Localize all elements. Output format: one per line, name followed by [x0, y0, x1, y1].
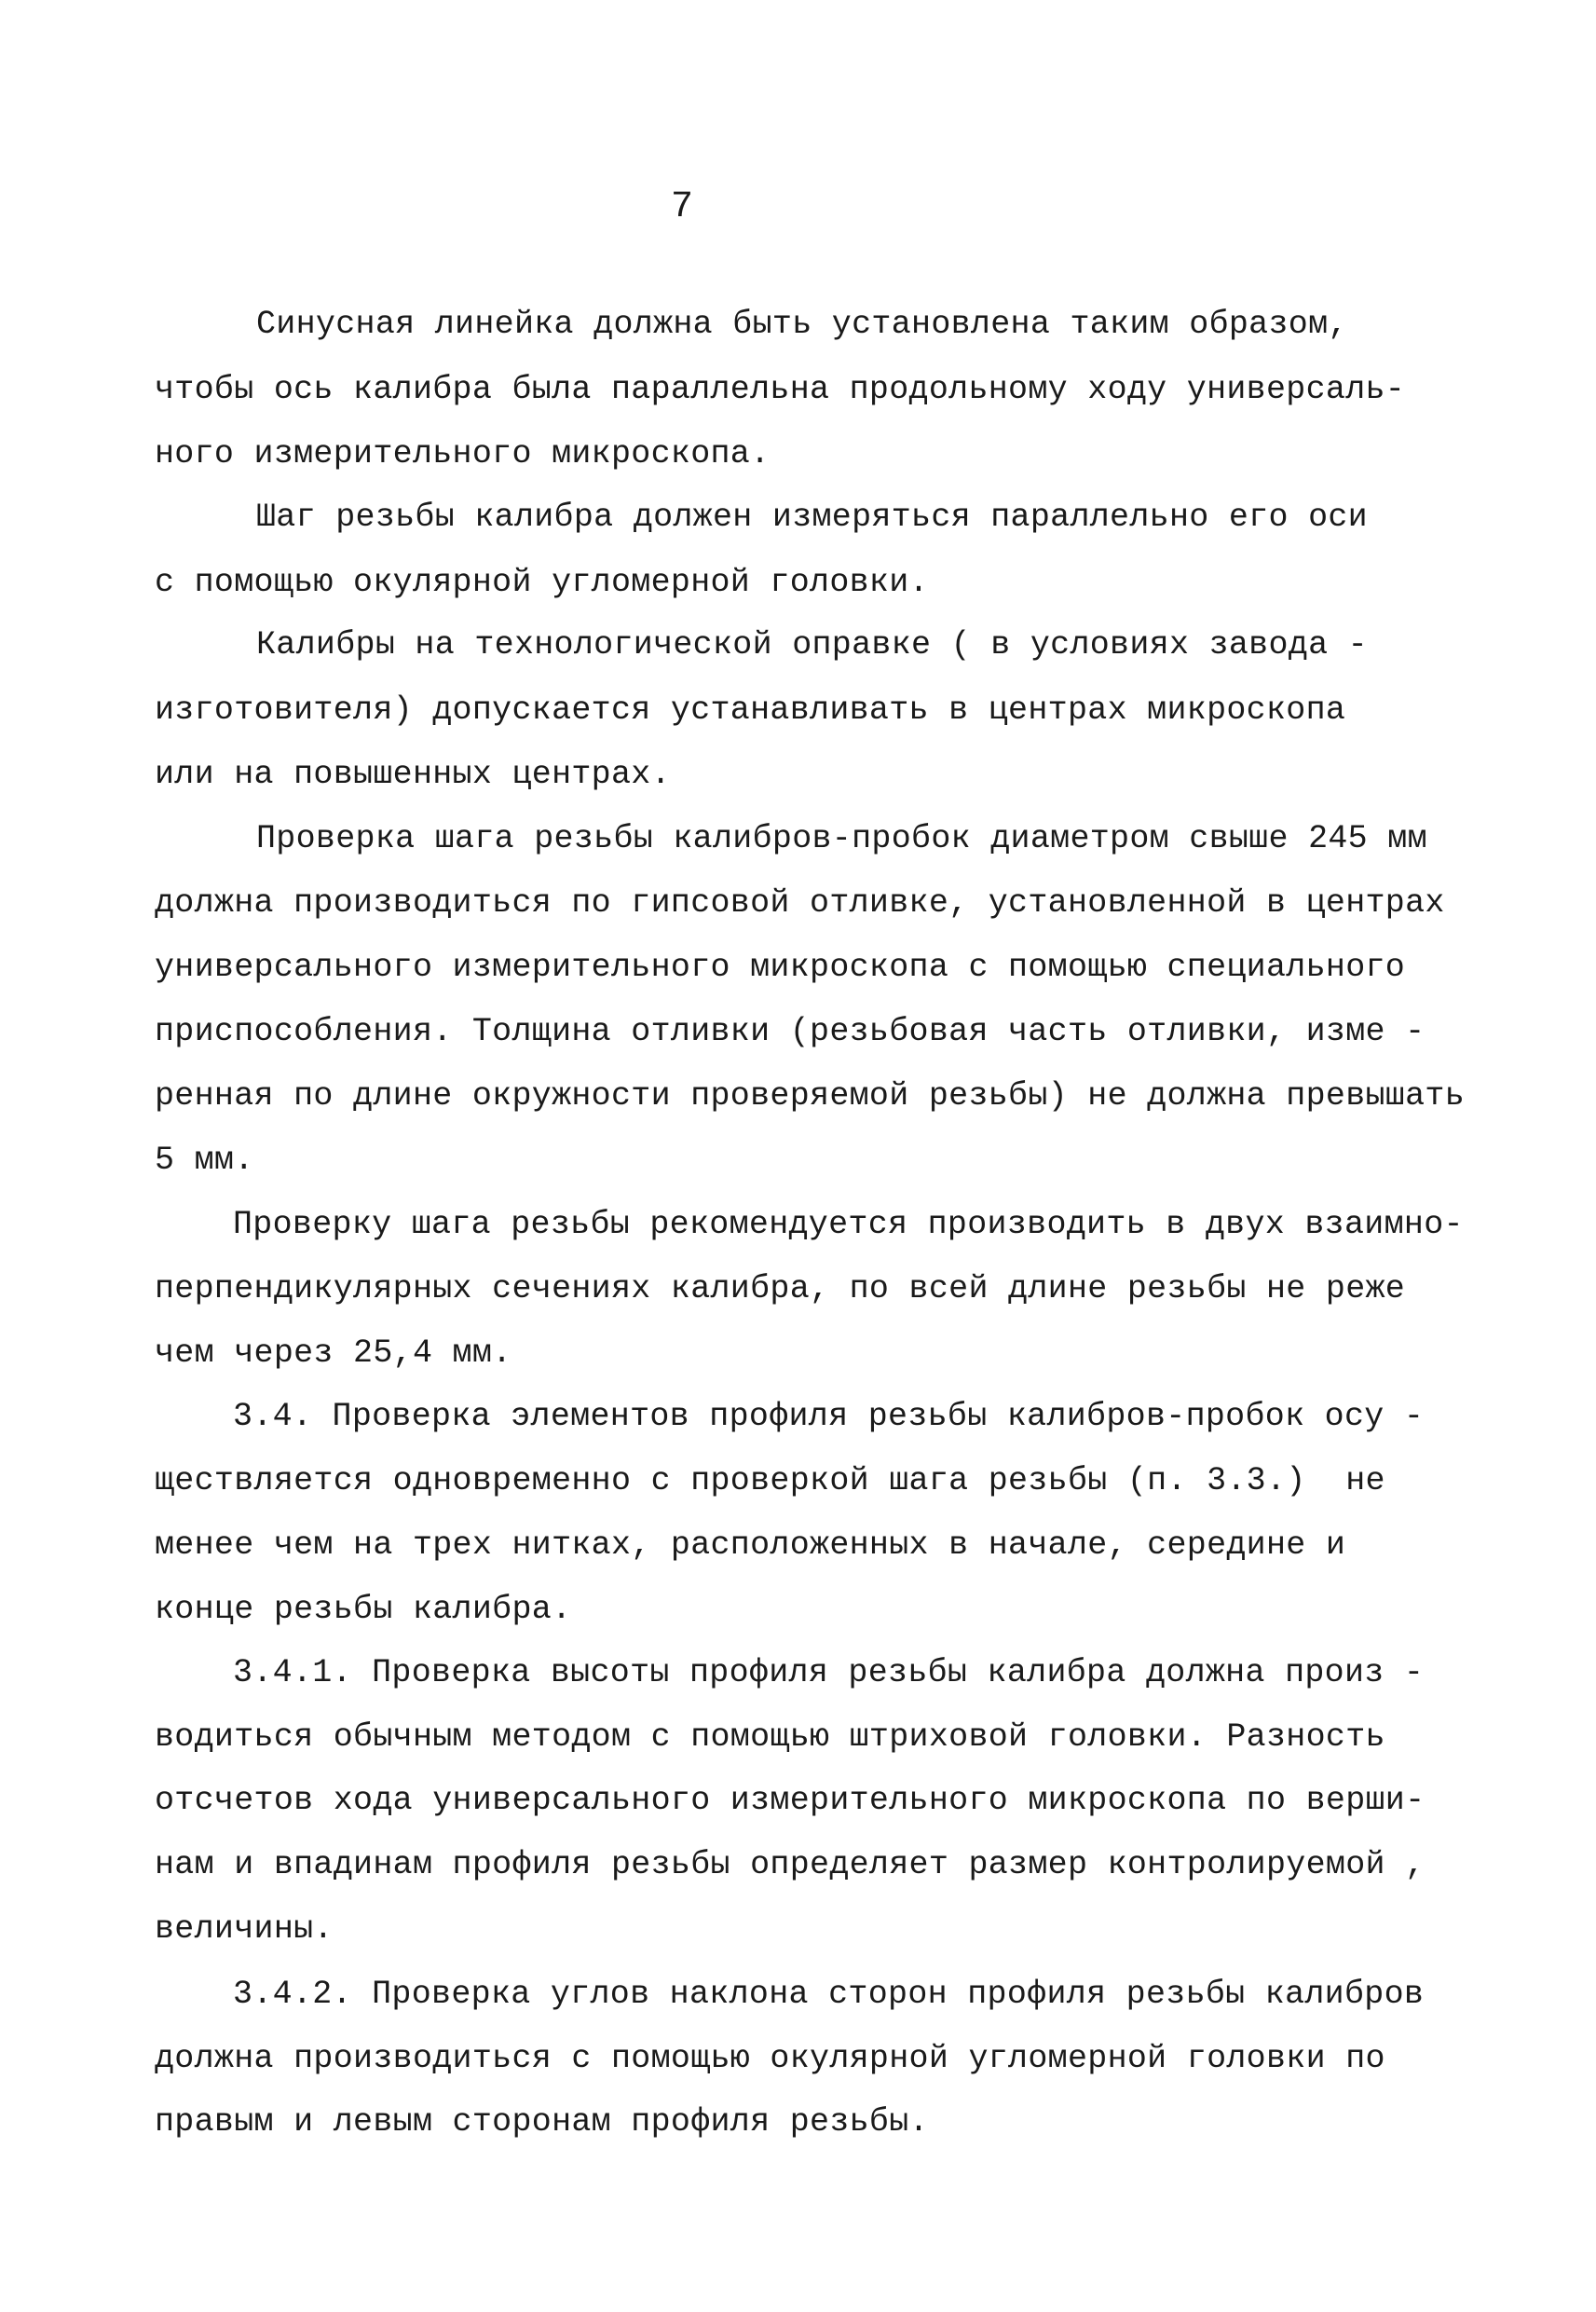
- text-line: приспособления. Толщина отливки (резьбовая часть отливки, изме -: [155, 1013, 1425, 1050]
- text-line: чем через 25,4 мм.: [155, 1334, 512, 1372]
- text-line: отсчетов хода универсального измерительного микроскопа по верши-: [155, 1782, 1425, 1819]
- text-line: 5 мм.: [155, 1142, 254, 1179]
- text-line: изготовителя) допускается устанавливать в центрах микроскопа: [155, 691, 1346, 729]
- text-line: 3.4.1. Проверка высоты профиля резьбы калибра должна произ -: [233, 1654, 1425, 1691]
- text-line: Шаг резьбы калибра должен измеряться параллельно его оси: [256, 499, 1368, 536]
- text-line: величины.: [155, 1910, 334, 1948]
- text-line: ренная по длине окружности проверяемой резьбы) не должна превышать: [155, 1077, 1466, 1115]
- text-line: нам и впадинам профиля резьбы определяет размер контролируемой ,: [155, 1846, 1425, 1883]
- text-line: или на повышенных центрах.: [155, 756, 671, 793]
- text-line: менее чем на трех нитках, расположенных в начале, середине и: [155, 1526, 1346, 1564]
- text-line: Проверку шага резьбы рекомендуется производить в двух взаимно-: [233, 1206, 1464, 1243]
- page-number: 7: [671, 186, 694, 228]
- text-line: правым и левым сторонам профиля резьбы.: [155, 2103, 929, 2141]
- text-line: чтобы ось калибра была параллельна продольному ходу универсаль-: [155, 371, 1406, 408]
- text-line: ществляется одновременно с проверкой шага резьбы (п. 3.3.) не: [155, 1462, 1385, 1499]
- text-line: 3.4.2. Проверка углов наклона сторон профиля резьбы калибров: [233, 1976, 1425, 2013]
- text-line: универсального измерительного микроскопа с помощью специального: [155, 949, 1406, 986]
- text-line: перпендикулярных сечениях калибра, по всей длине резьбы не реже: [155, 1270, 1406, 1307]
- text-line: конце резьбы калибра.: [155, 1591, 572, 1628]
- text-line: с помощью окулярной угломерной головки.: [155, 564, 929, 601]
- text-line: должна производиться с помощью окулярной угломерной головки по: [155, 2040, 1385, 2077]
- text-line: должна производиться по гипсовой отливке, установленной в центрах: [155, 884, 1445, 922]
- text-line: Проверка шага резьбы калибров-пробок диаметром свыше 245 мм: [256, 820, 1427, 857]
- text-line: ного измерительного микроскопа.: [155, 435, 771, 472]
- text-line: Синусная линейка должна быть установлена таким образом,: [256, 306, 1348, 343]
- text-line: Калибры на технологической оправке ( в условиях завода -: [256, 626, 1368, 664]
- text-line: водиться обычным методом с помощью штриховой головки. Разность: [155, 1718, 1385, 1756]
- text-line: 3.4. Проверка элементов профиля резьбы калибров-пробок осу -: [233, 1398, 1425, 1435]
